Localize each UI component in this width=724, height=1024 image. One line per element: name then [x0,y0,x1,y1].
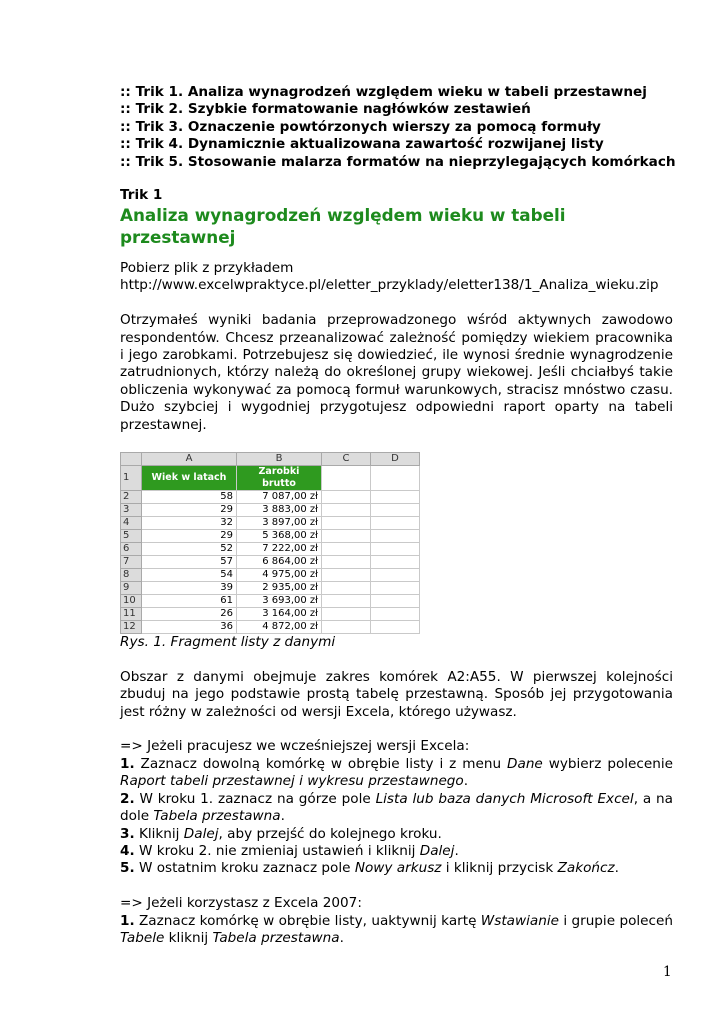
step-text: , a na dole [120,790,673,825]
age-cell: 29 [142,504,237,517]
step-text: W kroku 2. nie zmieniaj ustawień i kliknij [134,842,420,859]
spreadsheet-table [120,452,420,634]
row-header: 3 [121,504,142,517]
field-name: Lista lub baza danych Microsoft Excel [375,790,634,807]
step-number: 2. [120,790,135,807]
intro-paragraph: Otrzymałeś wyniki badania przeprowadzonego wśród aktywnych zawodowo respondentów. Chcesz przeanalizować zależność pomiędzy wiekiem pracownika i jego zarobkami. Potrzebujesz się dowiedzieć, ile wynosi średnie wynagrodzenie zatrudnionych, którzy należą do określonej grupy wiekowej. Jeśli chciałbyś takie obliczenia wykonywać za pomocą formuł warunkowych, stracisz mnóstwo czasu. Dużo szybciej i wygodniej przygotujesz odpowiedni raport oparty na tabeli przestawnej. [120,312,673,433]
row-header: 5 [121,530,142,543]
menu-name: Dane [507,755,543,772]
column-header: C [322,453,371,466]
step-text: . [454,842,459,859]
table-row [121,491,420,504]
empty-cell [371,556,420,569]
empty-cell [322,595,371,608]
toc-item: :: Trik 5. Stosowanie malarza formatów na nieprzylegających komórkach [120,153,676,170]
table-row [121,582,420,595]
toc-item: :: Trik 4. Dynamicznie aktualizowana zawartość rozwijanej listy [120,136,604,153]
row-header: 4 [121,517,142,530]
table-row [121,543,420,556]
empty-cell [322,491,371,504]
salary-cell: 5 368,00 zł [237,530,322,543]
row-header: 8 [121,569,142,582]
step-number: 1. [120,912,135,929]
spreadsheet-figure [120,452,673,634]
age-cell: 57 [142,556,237,569]
header-cell-salary: Zarobki brutto [237,466,322,491]
empty-cell [322,543,371,556]
row-header: 7 [121,556,142,569]
empty-cell [322,466,371,491]
step-number: 3. [120,825,135,842]
table-row [121,595,420,608]
empty-cell [322,530,371,543]
salary-cell: 7 222,00 zł [237,543,322,556]
corner-cell [121,453,142,466]
table-row [121,569,420,582]
age-cell: 58 [142,491,237,504]
step-number: 1. [120,755,135,772]
age-cell: 54 [142,569,237,582]
table-row [121,504,420,517]
step-text: . [339,929,344,946]
button-name: Dalej [183,825,219,842]
table-row [121,466,420,491]
tab-name: Wstawianie [480,912,559,929]
step-text: i kliknij przycisk [441,860,558,877]
salary-cell: 3 164,00 zł [237,608,322,621]
step-number: 5. [120,860,135,877]
toc-item: :: Trik 2. Szybkie formatowanie nagłówków zestawień [120,101,531,118]
table-row [121,621,420,634]
column-header: A [142,453,237,466]
age-cell: 36 [142,621,237,634]
row-header: 10 [121,595,142,608]
step-text: wybierz polecenie [542,755,673,772]
section-title: Analiza wynagrodzeń względem wieku w tabeli przestawnej [120,205,566,248]
salary-cell: 7 087,00 zł [237,491,322,504]
field-name: Nowy arkusz [354,860,442,877]
empty-cell [371,466,420,491]
empty-cell [371,595,420,608]
download-link[interactable]: http://www.excelwpraktyce.pl/eletter_przyklady/eletter138/1_Analiza_wieku.zip [120,277,659,294]
toc-item: :: Trik 1. Analiza wynagrodzeń względem wieku w tabeli przestawnej [120,84,647,100]
age-cell: 29 [142,530,237,543]
empty-cell [371,582,420,595]
range-paragraph: Obszar z danymi obejmuje zakres komórek A2:A55. W pierwszej kolejności zbuduj na jego podstawie prostą tabelę przestawną. Sposób jej przygotowania jest różny w zależności od wersji Excela, którego używasz. [120,668,673,720]
command-name: Tabela przestawna [212,929,340,946]
command-name: Raport tabeli przestawnej i wykresu przestawnego [120,773,464,790]
table-of-contents [120,84,676,171]
table-row [121,517,420,530]
age-cell: 39 [142,582,237,595]
step-text: W ostatnim kroku zaznacz pole [134,860,355,877]
salary-cell: 3 883,00 zł [237,504,322,517]
step-text: Kliknij [134,825,184,842]
empty-cell [371,543,420,556]
row-header: 9 [121,582,142,595]
empty-cell [371,608,420,621]
toc-item: :: Trik 3. Oznaczenie powtórzonych wierszy za pomocą formuły [120,118,601,135]
older-step-4 [120,843,673,860]
button-name: Dalej [419,842,455,859]
older-step-5 [120,860,673,877]
row-header: 2 [121,491,142,504]
option-name: Tabela przestawna [153,808,281,825]
step-text: . [280,808,285,825]
newer-excel-heading: => Jeżeli korzystasz z Excela 2007: [120,895,362,912]
older-excel-heading: => Jeżeli pracujesz we wcześniejszej wersji Excela: [120,738,470,755]
group-name: Tabele [120,929,165,946]
section-label: Trik 1 [120,187,163,204]
column-header: D [371,453,420,466]
page-number: 1 [663,964,672,980]
step-text: Zaznacz dowolną komórkę w obrębie listy i z menu [134,755,508,772]
step-text: Zaznacz komórkę w obrębie listy, uaktywnij kartę [134,912,481,929]
empty-cell [371,530,420,543]
salary-cell: 3 693,00 zł [237,595,322,608]
table-row [121,608,420,621]
salary-cell: 2 935,00 zł [237,582,322,595]
age-cell: 26 [142,608,237,621]
row-header: 1 [121,466,142,491]
empty-cell [371,491,420,504]
empty-cell [371,504,420,517]
download-text: Pobierz plik z przykładem [120,260,294,277]
step-text: , aby przejść do kolejnego kroku. [218,825,442,842]
salary-cell: 4 872,00 zł [237,621,322,634]
step-number: 4. [120,842,135,859]
document-page [120,84,676,947]
column-header-row [121,453,420,466]
step-text: . [463,773,469,790]
empty-cell [322,504,371,517]
empty-cell [322,569,371,582]
step-text: i grupie poleceń [558,912,673,929]
older-step-3 [120,826,673,843]
age-cell: 32 [142,517,237,530]
salary-cell: 4 975,00 zł [237,569,322,582]
empty-cell [322,517,371,530]
empty-cell [371,569,420,582]
empty-cell [322,582,371,595]
row-header: 11 [121,608,142,621]
step-text: kliknij [164,929,213,946]
older-step-1 [120,756,673,791]
age-cell: 61 [142,595,237,608]
older-step-2 [120,791,673,826]
step-text: W kroku 1. zaznacz na górze pole [134,790,376,807]
empty-cell [322,608,371,621]
newer-step-1 [120,913,673,948]
salary-cell: 6 864,00 zł [237,556,322,569]
step-text: . [614,860,619,877]
empty-cell [322,556,371,569]
header-cell-age: Wiek w latach [142,466,237,491]
empty-cell [371,517,420,530]
table-row [121,530,420,543]
column-header: B [237,453,322,466]
button-name: Zakończ [557,860,615,877]
row-header: 12 [121,621,142,634]
empty-cell [371,621,420,634]
figure-caption: Rys. 1. Fragment listy z danymi [120,634,336,651]
table-row [121,556,420,569]
row-header: 6 [121,543,142,556]
age-cell: 52 [142,543,237,556]
empty-cell [322,621,371,634]
salary-cell: 3 897,00 zł [237,517,322,530]
